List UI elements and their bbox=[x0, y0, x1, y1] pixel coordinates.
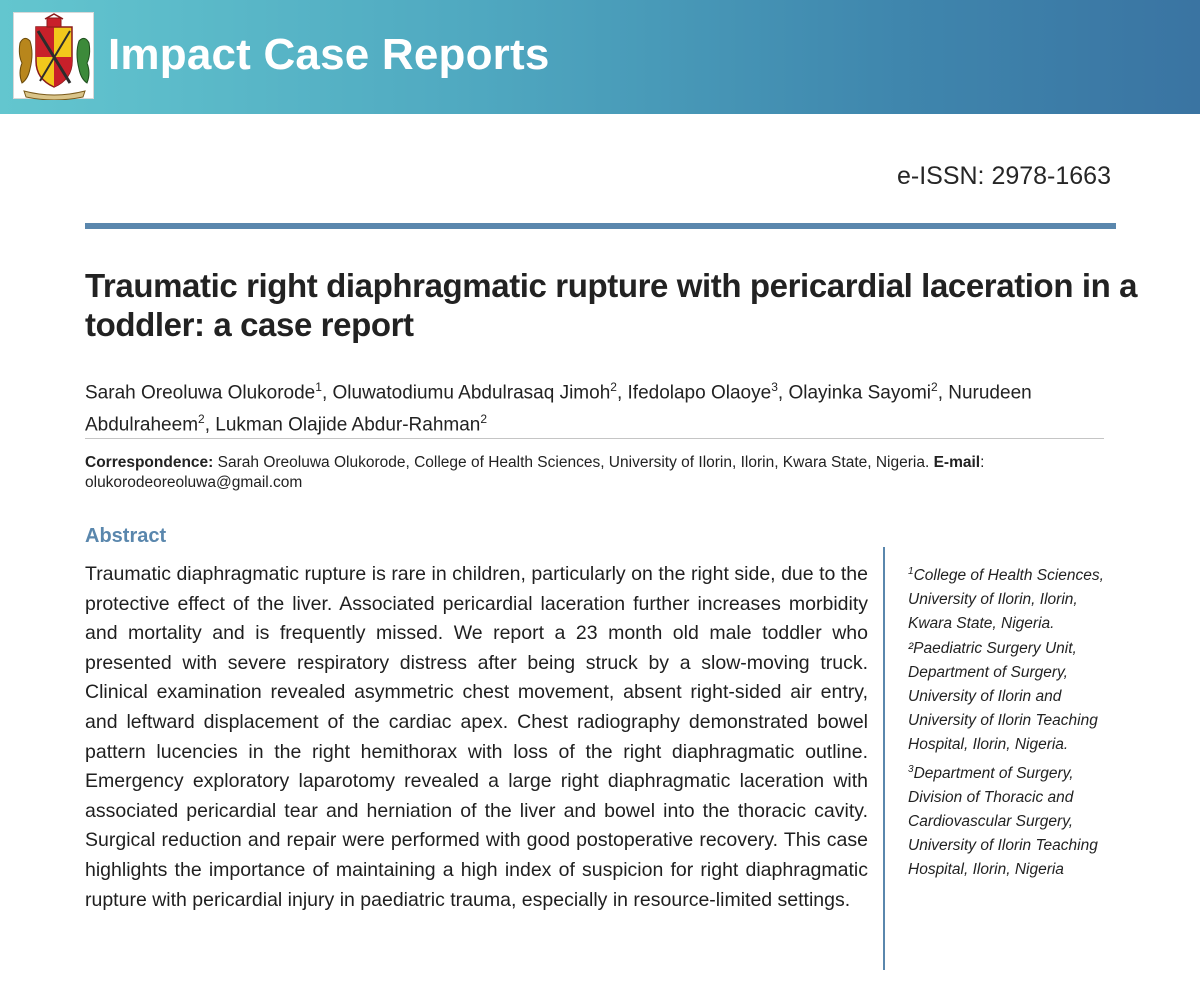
author-affiliation-marker: 2 bbox=[480, 412, 488, 427]
correspondence-text: Sarah Oreoluwa Olukorode, College of Health Sciences, University of Ilorin, Ilorin, Kwara State, Nigeria. bbox=[217, 454, 930, 471]
email-label: E-mail bbox=[933, 454, 981, 471]
author-divider bbox=[85, 438, 1104, 439]
article-title: Traumatic right diaphragmatic rupture with pericardial laceration in a toddler: a case report bbox=[85, 267, 1138, 343]
affiliation-marker: 3 bbox=[908, 764, 914, 776]
affiliation-item bbox=[908, 560, 1108, 636]
author-affiliation-marker: 3 bbox=[771, 380, 778, 394]
abstract-text: Traumatic diaphragmatic rupture is rare in children, particularly on the right side, due to the protective effect of the liver. Associated pericardial laceration further increases morbidity and mortality and is frequently missed. We report a 23 month old male toddler who presented with severe respiratory distress after being struck by a slow-moving truck. Clinical examination revealed asymmetric chest movement, absent right-sided air entry, and leftward displacement of the cardiac apex. Chest radiography demonstrated bowel pattern lucencies in the right hemithorax with loss of the right diaphragmatic outline. Emergency exploratory laparotomy revealed a large right diaphragmatic laceration with associated pericardial tear and herniation of the liver and bowel into the thoracic cavity. Surgical reduction and repair were performed with good postoperative recovery. This case highlights the importance of maintaining a high index of suspicion for right diaphragmatic rupture with pericardial injury in paediatric trauma, especially in resource-limited settings. bbox=[85, 563, 868, 911]
author-list: Sarah Oreoluwa Olukorode$^1$, Oluwatodiumu Abdulrasaq Jimoh$^2$, Ifedolapo Olaoye$^3$, Olayinka Sayomi$^2$, Nurudeen Abdulraheem$^2$, Lukman Olajide Abdur-Rahman$^2$ bbox=[85, 380, 1032, 436]
affiliation-marker: ² bbox=[908, 640, 914, 658]
affiliation-text: College of Health Sciences, University of Ilorin, Ilorin, Kwara State, Nigeria. bbox=[908, 567, 1104, 633]
author-name: Oluwatodiumu Abdulrasaq Jimoh bbox=[332, 382, 611, 404]
issn: e-ISSN: 2978-1663 bbox=[896, 162, 1111, 190]
correspondence: Correspondence: Sarah Oreoluwa Olukorode, College of Health Sciences, University of Ilorin, Ilorin, Kwara State, Nigeria. E-mail: olukorodeoreoluwa@gmail.com bbox=[85, 454, 985, 491]
affiliation-item bbox=[908, 758, 1108, 882]
journal-name: Impact Case Reports bbox=[108, 30, 550, 79]
author-name: Sarah Oreoluwa Olukorode bbox=[85, 382, 316, 404]
author-name: Lukman Olajide Abdur-Rahman bbox=[215, 414, 481, 436]
header-divider bbox=[85, 223, 1116, 229]
affiliation-text: Paediatric Surgery Unit, Department of Surgery, University of Ilorin and University of Ilorin Teaching Hospital, Ilorin, Nigeria. bbox=[908, 640, 1098, 754]
affiliation-marker: 1 bbox=[908, 566, 914, 577]
affiliation-item bbox=[908, 637, 1108, 757]
author-affiliation-marker: 2 bbox=[931, 380, 938, 394]
correspondence-email[interactable]: olukorodeoreoluwa@gmail.com bbox=[85, 474, 303, 491]
author-affiliation-marker: 2 bbox=[198, 412, 205, 427]
author-affiliation-marker: 2 bbox=[610, 380, 617, 394]
affiliation-divider bbox=[883, 547, 885, 970]
author-name: Olayinka Sayomi bbox=[788, 382, 931, 404]
coat-of-arms-logo bbox=[13, 12, 94, 99]
correspondence-label: Correspondence: bbox=[85, 454, 214, 471]
author-name: Nurudeen Abdulraheem bbox=[85, 382, 1032, 436]
abstract-heading: Abstract bbox=[85, 525, 167, 547]
author-name: Ifedolapo Olaoye bbox=[627, 382, 772, 404]
journal-banner bbox=[0, 0, 1200, 114]
affiliations bbox=[908, 560, 1108, 883]
author-affiliation-marker: 1 bbox=[315, 380, 322, 394]
affiliation-text: Department of Surgery, Division of Thoracic and Cardiovascular Surgery, University of Ilorin Teaching Hospital, Ilorin, Nigeria bbox=[908, 765, 1098, 879]
